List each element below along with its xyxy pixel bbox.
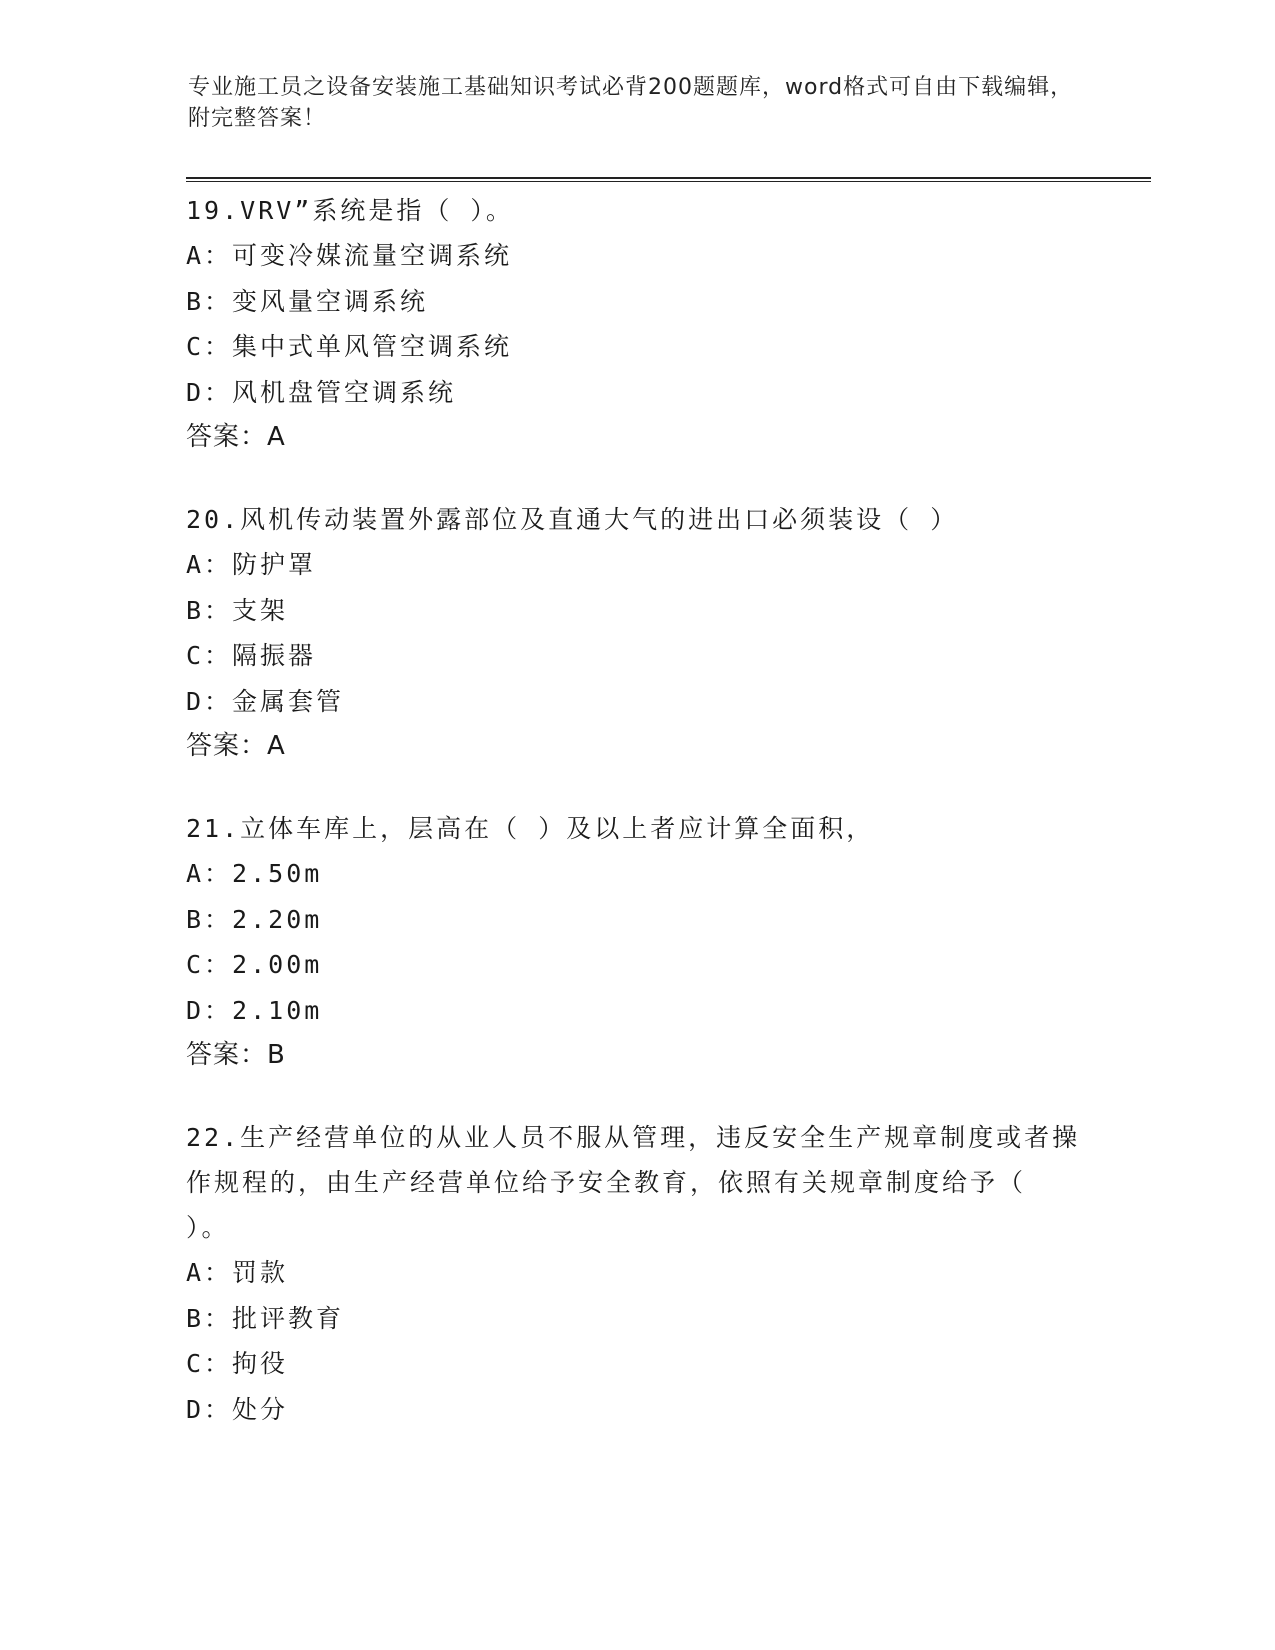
header-divider [186, 177, 1151, 182]
question-21 [186, 806, 1086, 1078]
option-b: B：批评教育 [186, 1303, 345, 1333]
option-c: C：集中式单风管空调系统 [186, 332, 513, 361]
document-header: 专业施工员之设备安装施工基础知识考试必背200题题库，word格式可自由下载编辑，附完整答案！ [188, 75, 1074, 131]
option-a: A：防护罩 [186, 550, 317, 579]
question-stem: 22.生产经营单位的从业人员不服从管理，违反安全生产规章制度或者操作规程的，由生产经营单位给予安全教育，依照有关规章制度给予（ ）。 [186, 1123, 1081, 1242]
question-19 [186, 188, 1086, 460]
answer: 答案：A [186, 422, 286, 452]
question-stem: 19.VRV”系统是指（ ）。 [186, 196, 514, 225]
option-d: D：2.10m [186, 995, 323, 1025]
answer: 答案：A [186, 731, 286, 761]
option-c: C：2.00m [186, 950, 323, 979]
option-d: D：风机盘管空调系统 [186, 377, 457, 407]
option-d: D：金属套管 [186, 686, 345, 716]
option-c: C：拘役 [186, 1349, 289, 1378]
option-b: B：变风量空调系统 [186, 286, 429, 316]
option-a: A：2.50m [186, 859, 323, 888]
question-20 [186, 497, 1086, 769]
option-b: B：支架 [186, 595, 289, 625]
option-a: A：可变冷媒流量空调系统 [186, 241, 513, 270]
option-b: B：2.20m [186, 904, 323, 934]
question-list [186, 188, 1086, 1469]
question-stem: 21.立体车库上，层高在（ ）及以上者应计算全面积， [186, 814, 875, 843]
option-a: A：罚款 [186, 1258, 289, 1287]
question-22 [186, 1115, 1086, 1432]
option-d: D：处分 [186, 1394, 289, 1424]
question-stem: 20.风机传动装置外露部位及直通大气的进出口必须装设（ ） [186, 505, 959, 534]
answer: 答案：B [186, 1040, 286, 1070]
option-c: C：隔振器 [186, 641, 317, 670]
